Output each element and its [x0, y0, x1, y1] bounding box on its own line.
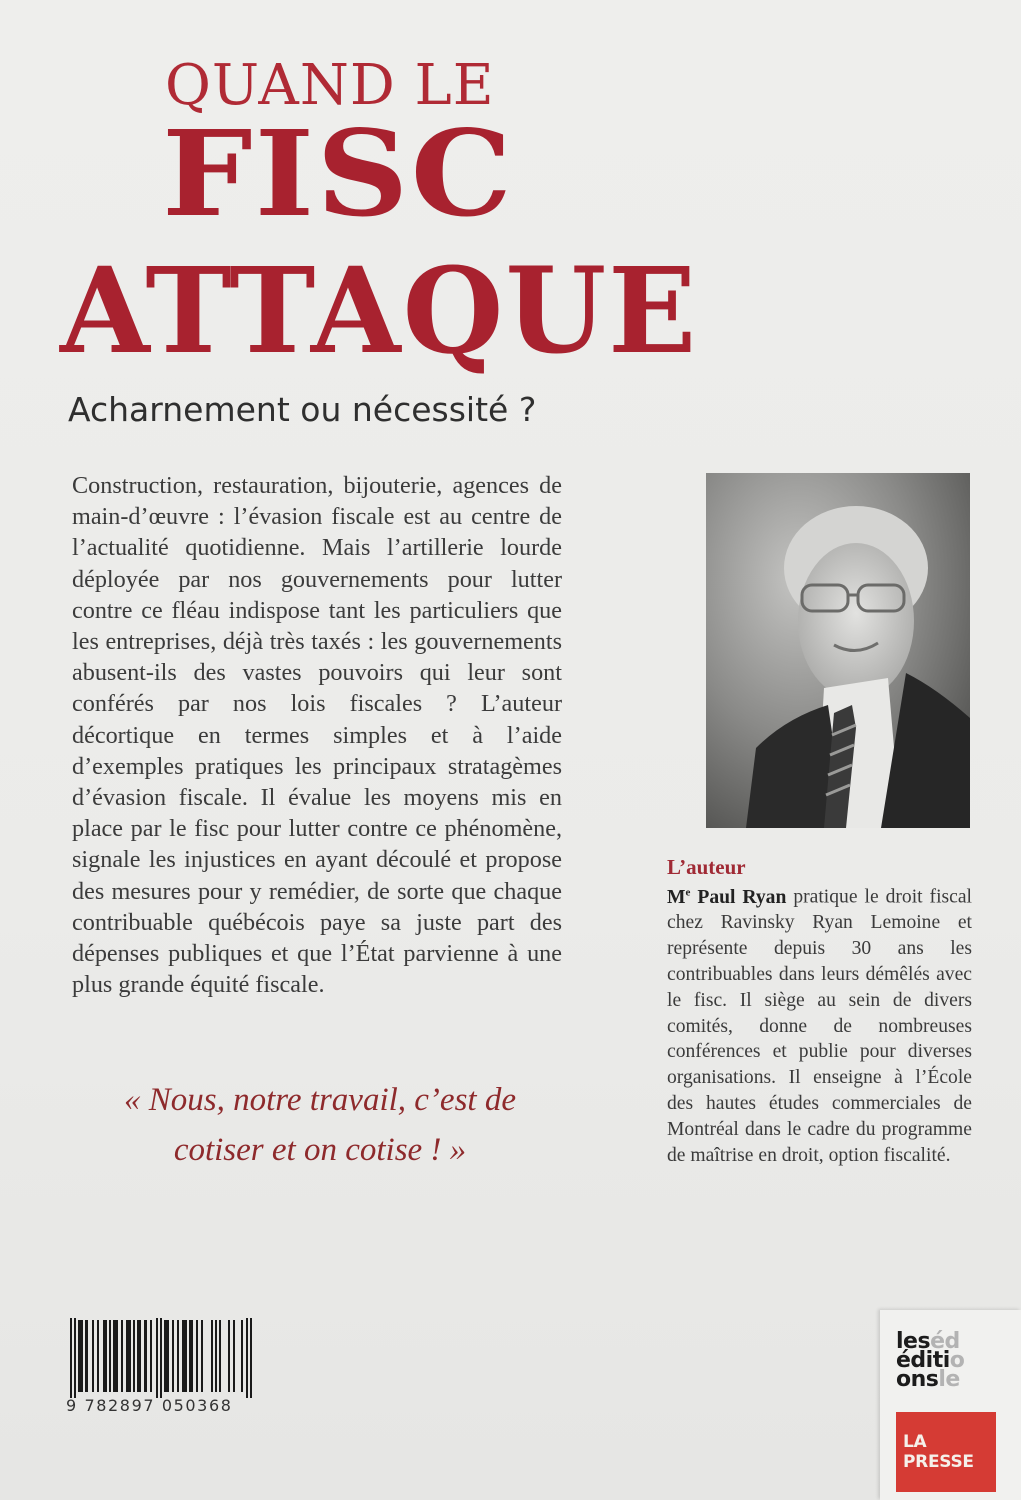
pull-quote: « Nous, notre travail, c’est de cotiser et on cotise ! »	[124, 1082, 516, 1168]
portrait-image	[706, 473, 970, 828]
publisher-word-1: les	[896, 1329, 931, 1354]
author-title-sup: e	[685, 886, 691, 898]
barcode-icon	[60, 1318, 280, 1398]
author-name: Paul Ryan	[697, 886, 787, 908]
publisher-ghost-1: éd	[930, 1329, 960, 1354]
title-line-1: QUAND LE	[165, 53, 495, 118]
author-heading: L’auteur	[667, 855, 746, 879]
isbn-number: 9 782897 050368	[66, 1396, 233, 1415]
publisher-word-2: éditi	[896, 1348, 950, 1373]
la-presse-line-1: LA	[903, 1432, 927, 1452]
subtitle: Acharnement ou nécessité ?	[68, 390, 537, 429]
publisher-ghost-3: le	[938, 1367, 960, 1392]
publisher-word-3: ons	[896, 1367, 939, 1392]
publisher-logo	[880, 1310, 1021, 1500]
publisher-wordmark	[896, 1329, 996, 1392]
title-line-3: ATTAQUE	[60, 241, 699, 380]
la-presse-line-2: PRESSE	[903, 1452, 974, 1472]
author-name-block	[667, 887, 786, 908]
blurb-text: Construction, restauration, bijouterie, agences de main-d’œuvre : l’évasion fiscale est au centre de l’actualité quotidienne. Mais l’artillerie lourde déployée par nos gouvernements pour lutter contre ce fléau indispose tant les particuliers que les entreprises, déjà très taxés : les gouvernements abusent-ils des vastes pouvoirs qui leur sont conférés par nos lois fiscales ? L’auteur décortique en termes simples et à l’aide d’exemples pratiques les principaux stratagèmes d’évasion fiscale. Il évalue les moyens mis en place par le fisc pour lutter contre ce phénomène, signale les injustices en ayant découlé et propose des mesures pour y remédier, de sorte que chaque contribuable québécois paye sa juste part des dépenses publiques et que l’État parvienne à une plus grande équité fiscale.	[72, 472, 562, 999]
la-presse-box	[896, 1412, 996, 1492]
author-bio	[667, 880, 972, 1168]
title-line-2: FISC	[162, 104, 515, 243]
author-title-prefix: M	[667, 886, 686, 908]
author-photo	[706, 473, 970, 828]
barcode	[60, 1318, 280, 1408]
publisher-ghost-2: o	[949, 1348, 965, 1373]
author-bio-text: pratique le droit fiscal chez Ravinsky Ryan Lemoine et représente depuis 30 ans les contribuables dans leurs démêlés avec le fisc. Il siège au sein de divers comités, donne de nombreuses conférences et publie pour diverses organisations. Il enseigne à l’École des hautes études commerciales de Montréal dans le cadre du programme de maîtrise en droit, option fiscalité.	[667, 886, 972, 1166]
